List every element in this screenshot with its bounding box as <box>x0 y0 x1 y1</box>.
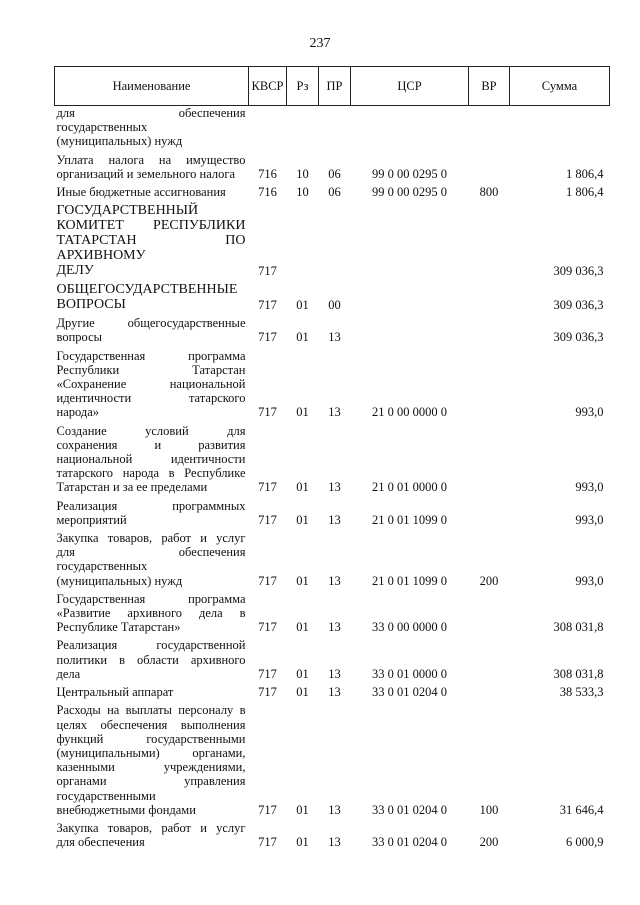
row-name-line: государственных <box>56 120 148 135</box>
cell-rz: 01 <box>296 685 309 700</box>
cell-rz: 01 <box>296 298 309 313</box>
table-row <box>55 312 610 344</box>
table-row <box>55 634 610 681</box>
row-name <box>55 420 249 495</box>
row-name-line: органами управления <box>56 774 246 789</box>
row-name <box>55 634 249 681</box>
cell-rz: 01 <box>296 620 309 635</box>
cell-sum: 308 031,8 <box>553 620 604 635</box>
header-rz: Рз <box>287 67 319 106</box>
cell-kvsr: 717 <box>258 330 277 345</box>
row-name-line: Иные бюджетные ассигнования <box>56 185 226 200</box>
row-name <box>55 278 249 312</box>
cell-rz: 01 <box>296 405 309 420</box>
budget-table <box>54 66 610 849</box>
cell-kvsr: 717 <box>258 685 277 700</box>
cell-vr <box>469 149 510 181</box>
cell-vr <box>469 681 510 699</box>
cell-pr: 13 <box>328 802 341 817</box>
row-name-line: для обеспечения <box>56 106 246 120</box>
header-csr: ЦСР <box>351 67 469 106</box>
cell-kvsr: 717 <box>258 405 277 420</box>
cell-kvsr: 717 <box>258 666 277 681</box>
cell-vr: 100 <box>479 802 499 817</box>
row-name <box>55 681 249 699</box>
cell-rz: 10 <box>296 185 309 200</box>
table-row <box>55 681 610 699</box>
cell-csr: 21 0 01 0000 0 <box>372 480 447 495</box>
table-body <box>55 106 610 850</box>
cell-rz: 01 <box>296 480 309 495</box>
row-name-line: идентичности татарского <box>56 391 246 406</box>
row-name <box>55 312 249 344</box>
table-row <box>55 199 610 278</box>
cell-vr <box>469 278 510 312</box>
cell-kvsr: 716 <box>258 185 277 200</box>
cell-pr: 00 <box>328 298 341 313</box>
row-name-line: Республики Татарстан <box>56 362 246 377</box>
table-row <box>55 527 610 588</box>
header-sum: Сумма <box>510 67 610 106</box>
row-name-line: ТАТАРСТАН ПО АРХИВНОМУ <box>56 233 246 264</box>
cell-vr <box>469 345 510 420</box>
row-name-line: ГОСУДАРСТВЕННЫЙ <box>56 203 199 219</box>
cell-csr: 99 0 00 0295 0 <box>372 166 447 181</box>
row-name-line: функций государственными <box>56 731 246 746</box>
row-name <box>55 149 249 181</box>
cell-vr <box>469 420 510 495</box>
row-name <box>55 699 249 817</box>
row-name <box>55 495 249 527</box>
row-name-line: (муниципальных) нужд <box>56 573 183 588</box>
cell-csr: 99 0 00 0295 0 <box>372 185 447 200</box>
row-name <box>55 199 249 278</box>
row-name-line: государственных <box>56 559 148 574</box>
row-name <box>55 106 249 149</box>
cell-kvsr: 717 <box>258 835 277 850</box>
cell-pr: 13 <box>328 512 341 527</box>
row-name-line: (муниципальных) нужд <box>56 134 183 149</box>
row-name-line: Государственная программа <box>56 591 246 606</box>
cell-csr <box>351 199 469 278</box>
cell-csr <box>351 312 469 344</box>
cell-csr: 33 0 01 0204 0 <box>372 685 447 700</box>
cell-sum: 993,0 <box>575 512 604 527</box>
row-name-line: сохранения и развития <box>56 437 246 452</box>
row-name-line: народа» <box>56 405 100 420</box>
cell-csr: 21 0 01 1099 0 <box>372 512 447 527</box>
row-name-line: ДЕЛУ <box>56 263 94 279</box>
row-name-line: мероприятий <box>56 512 127 527</box>
cell-kvsr: 717 <box>258 573 277 588</box>
cell-pr: 13 <box>328 835 341 850</box>
cell-rz: 01 <box>296 330 309 345</box>
row-name-line: целях обеспечения выполнения <box>56 717 246 732</box>
cell-rz: 10 <box>296 166 309 181</box>
cell-sum: 993,0 <box>575 573 604 588</box>
row-name-line: организаций и земельного налога <box>56 166 236 181</box>
cell-csr <box>351 278 469 312</box>
row-name-line: внебюджетными фондами <box>56 802 196 817</box>
header-pr: ПР <box>319 67 351 106</box>
row-name-line: Закупка товаров, работ и услуг <box>56 531 246 546</box>
cell-kvsr <box>249 106 287 149</box>
table-row <box>55 495 610 527</box>
row-name-line: «Развитие архивного дела в <box>56 606 246 621</box>
cell-kvsr: 717 <box>258 512 277 527</box>
table-row <box>55 817 610 849</box>
row-name-line: «Сохранение национальной <box>56 377 246 392</box>
row-name-line: государственными <box>56 788 156 803</box>
cell-sum: 309 036,3 <box>553 264 604 279</box>
row-name <box>55 345 249 420</box>
cell-vr <box>469 495 510 527</box>
row-name-line: Реализация государственной <box>56 638 246 653</box>
cell-vr <box>469 199 510 278</box>
cell-sum: 309 036,3 <box>553 298 604 313</box>
row-name <box>55 181 249 199</box>
row-name-line: (муниципальными) органами, <box>56 745 246 760</box>
row-name-line: КОМИТЕТ РЕСПУБЛИКИ <box>56 218 246 234</box>
cell-csr: 33 0 01 0000 0 <box>372 666 447 681</box>
cell-sum: 308 031,8 <box>553 666 604 681</box>
row-name-line: Татарстан и за ее пределами <box>56 480 208 495</box>
cell-csr: 21 0 01 1099 0 <box>372 573 447 588</box>
row-name-line: ВОПРОСЫ <box>56 297 126 313</box>
row-name-line: политики в области архивного <box>56 652 246 667</box>
cell-vr <box>469 106 510 149</box>
row-name-line: Расходы на выплаты персоналу в <box>56 703 246 718</box>
cell-pr <box>319 106 351 149</box>
cell-vr: 800 <box>479 185 499 200</box>
cell-rz: 01 <box>296 512 309 527</box>
cell-pr: 13 <box>328 685 341 700</box>
cell-sum: 993,0 <box>575 405 604 420</box>
row-name-line: Уплата налога на имущество <box>56 152 246 167</box>
cell-sum: 6 000,9 <box>566 835 604 850</box>
cell-rz <box>287 199 319 278</box>
table-row <box>55 588 610 635</box>
cell-rz: 01 <box>296 802 309 817</box>
row-name-line: Создание условий для <box>56 423 246 438</box>
cell-pr: 13 <box>328 573 341 588</box>
cell-rz <box>287 106 319 149</box>
cell-vr <box>469 312 510 344</box>
cell-csr: 33 0 01 0204 0 <box>372 835 447 850</box>
table-row <box>55 420 610 495</box>
table-row <box>55 699 610 817</box>
row-name <box>55 817 249 849</box>
table-row <box>55 278 610 312</box>
cell-kvsr: 716 <box>258 166 277 181</box>
cell-kvsr: 717 <box>258 620 277 635</box>
table-row <box>55 345 610 420</box>
row-name-line: национальной идентичности <box>56 452 246 467</box>
row-name-line: для обеспечения <box>56 545 246 560</box>
table-row <box>55 149 610 181</box>
row-name-line: Республике Татарстан» <box>56 620 181 635</box>
cell-pr: 13 <box>328 666 341 681</box>
cell-pr: 13 <box>328 330 341 345</box>
cell-vr: 200 <box>479 573 499 588</box>
cell-sum: 31 646,4 <box>559 802 604 817</box>
cell-pr: 13 <box>328 405 341 420</box>
header-vr: ВР <box>469 67 510 106</box>
cell-csr <box>351 106 469 149</box>
cell-sum: 993,0 <box>575 480 604 495</box>
cell-rz: 01 <box>296 666 309 681</box>
header-kvsr: КВСР <box>249 67 287 106</box>
cell-vr: 200 <box>479 835 499 850</box>
cell-pr <box>319 199 351 278</box>
cell-sum: 1 806,4 <box>566 166 604 181</box>
row-name-line: Закупка товаров, работ и услуг <box>56 820 246 835</box>
header-name: Наименование <box>55 67 249 106</box>
page-number: 237 <box>309 36 331 51</box>
cell-vr <box>469 634 510 681</box>
cell-csr: 33 0 00 0000 0 <box>372 620 447 635</box>
cell-sum: 309 036,3 <box>553 330 604 345</box>
cell-sum <box>510 106 610 149</box>
cell-sum: 38 533,3 <box>559 685 604 700</box>
row-name-line: Центральный аппарат <box>56 685 174 700</box>
table-row <box>55 106 610 149</box>
row-name-line: Государственная программа <box>56 348 246 363</box>
cell-pr: 06 <box>328 166 341 181</box>
cell-kvsr: 717 <box>258 298 277 313</box>
row-name-line: ОБЩЕГОСУДАРСТВЕННЫЕ <box>56 282 238 298</box>
cell-rz: 01 <box>296 835 309 850</box>
cell-csr: 21 0 00 0000 0 <box>372 405 447 420</box>
table-row <box>55 181 610 199</box>
row-name-line: дела <box>56 666 81 681</box>
cell-kvsr: 717 <box>258 802 277 817</box>
cell-pr: 13 <box>328 480 341 495</box>
table-header-row <box>55 67 610 106</box>
row-name-line: для обеспечения <box>56 835 145 850</box>
cell-kvsr: 717 <box>258 264 277 279</box>
row-name-line: казенными учреждениями, <box>56 760 246 775</box>
row-name <box>55 588 249 635</box>
cell-pr: 06 <box>328 185 341 200</box>
cell-sum: 1 806,4 <box>566 185 604 200</box>
cell-vr <box>469 588 510 635</box>
row-name-line: вопросы <box>56 330 103 345</box>
row-name-line: татарского народа в Республике <box>56 466 246 481</box>
row-name-line: Другие общегосударственные <box>56 316 246 331</box>
cell-pr: 13 <box>328 620 341 635</box>
cell-csr: 33 0 01 0204 0 <box>372 802 447 817</box>
cell-rz: 01 <box>296 573 309 588</box>
cell-kvsr: 717 <box>258 480 277 495</box>
row-name <box>55 527 249 588</box>
row-name-line: Реализация программных <box>56 498 246 513</box>
